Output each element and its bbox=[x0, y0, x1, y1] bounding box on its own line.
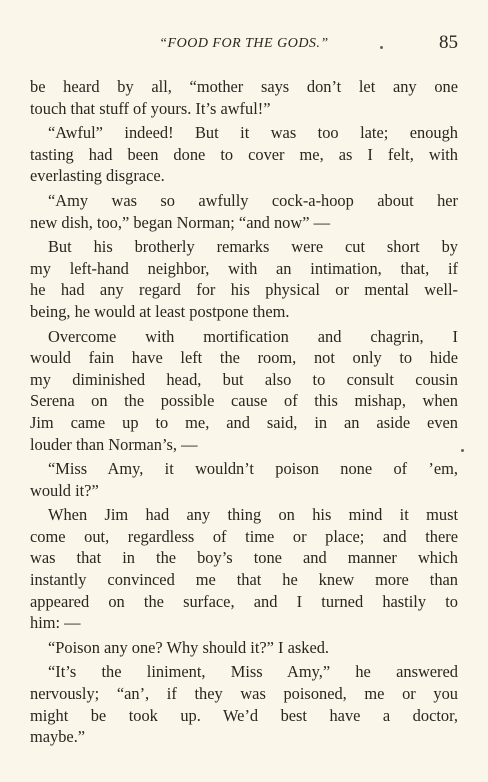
paragraph bbox=[30, 190, 458, 233]
text-line: Overcome with mortification and chagrin, I bbox=[48, 326, 458, 346]
text-line: being, he would at least postpone them. bbox=[30, 301, 290, 321]
text-line: he had any regard for his physical or mental well- bbox=[30, 280, 458, 300]
text-line: was that in the boy’s tone and manner which bbox=[30, 548, 458, 568]
paragraph bbox=[30, 504, 458, 634]
running-head bbox=[30, 32, 458, 56]
text-line: Serena on the possible cause of this mishap, when bbox=[30, 391, 458, 411]
text-line: louder than Norman’s, — bbox=[30, 434, 198, 454]
text-line: everlasting disgrace. bbox=[30, 166, 165, 186]
text-line: maybe.” bbox=[30, 727, 86, 747]
text-line: my left-hand neighbor, with an intimation, that, if bbox=[30, 258, 458, 278]
paragraph bbox=[30, 122, 458, 187]
text-line: But his brotherly remarks were cut short by bbox=[48, 237, 458, 257]
text-line: nervously; “an’, if they was poisoned, me or you bbox=[30, 684, 458, 704]
text-line: be heard by all, “mother says don’t let any one bbox=[30, 77, 458, 96]
paragraph bbox=[30, 76, 458, 119]
body-text bbox=[30, 76, 458, 748]
text-line: tasting had been done to cover me, as I felt, with bbox=[30, 144, 458, 164]
text-line: “Awful” indeed! But it was too late; enough bbox=[48, 123, 458, 143]
paragraph bbox=[30, 236, 458, 322]
paragraph bbox=[30, 637, 458, 659]
text-line: might be took up. We’d best have a doctor, bbox=[30, 705, 458, 725]
text-line: “Amy was so awfully cock-a-hoop about her bbox=[48, 190, 458, 210]
ink-speck bbox=[380, 46, 383, 49]
text-line: would it?” bbox=[30, 480, 99, 500]
running-title: “FOOD FOR THE GODS.” bbox=[159, 36, 329, 51]
text-line: “Poison any one? Why should it?” I asked. bbox=[48, 637, 330, 657]
page-number: 85 bbox=[439, 32, 458, 53]
text-line: instantly convinced me that he knew more than bbox=[30, 570, 458, 590]
text-line: would fain have left the room, not only to hide bbox=[30, 348, 458, 368]
ink-speck bbox=[461, 449, 464, 452]
text-line: appeared on the surface, and I turned hastily to bbox=[30, 591, 458, 611]
paragraph bbox=[30, 661, 458, 747]
text-line: him: — bbox=[30, 613, 81, 633]
paragraph bbox=[30, 458, 458, 501]
text-line: touch that stuff of yours. It’s awful!” bbox=[30, 98, 271, 118]
text-line: Jim came up to me, and said, in an aside even bbox=[30, 412, 458, 432]
text-line: When Jim had any thing on his mind it must bbox=[48, 505, 458, 525]
text-line: “Miss Amy, it wouldn’t poison none of ’em, bbox=[48, 459, 458, 479]
text-line: new dish, too,” began Norman; “and now” — bbox=[30, 212, 330, 232]
text-line: my diminished head, but also to consult cousin bbox=[30, 369, 458, 389]
text-line: come out, regardless of time or place; and there bbox=[30, 526, 458, 546]
paragraph bbox=[30, 326, 458, 456]
text-line: “It’s the liniment, Miss Amy,” he answered bbox=[48, 662, 458, 682]
